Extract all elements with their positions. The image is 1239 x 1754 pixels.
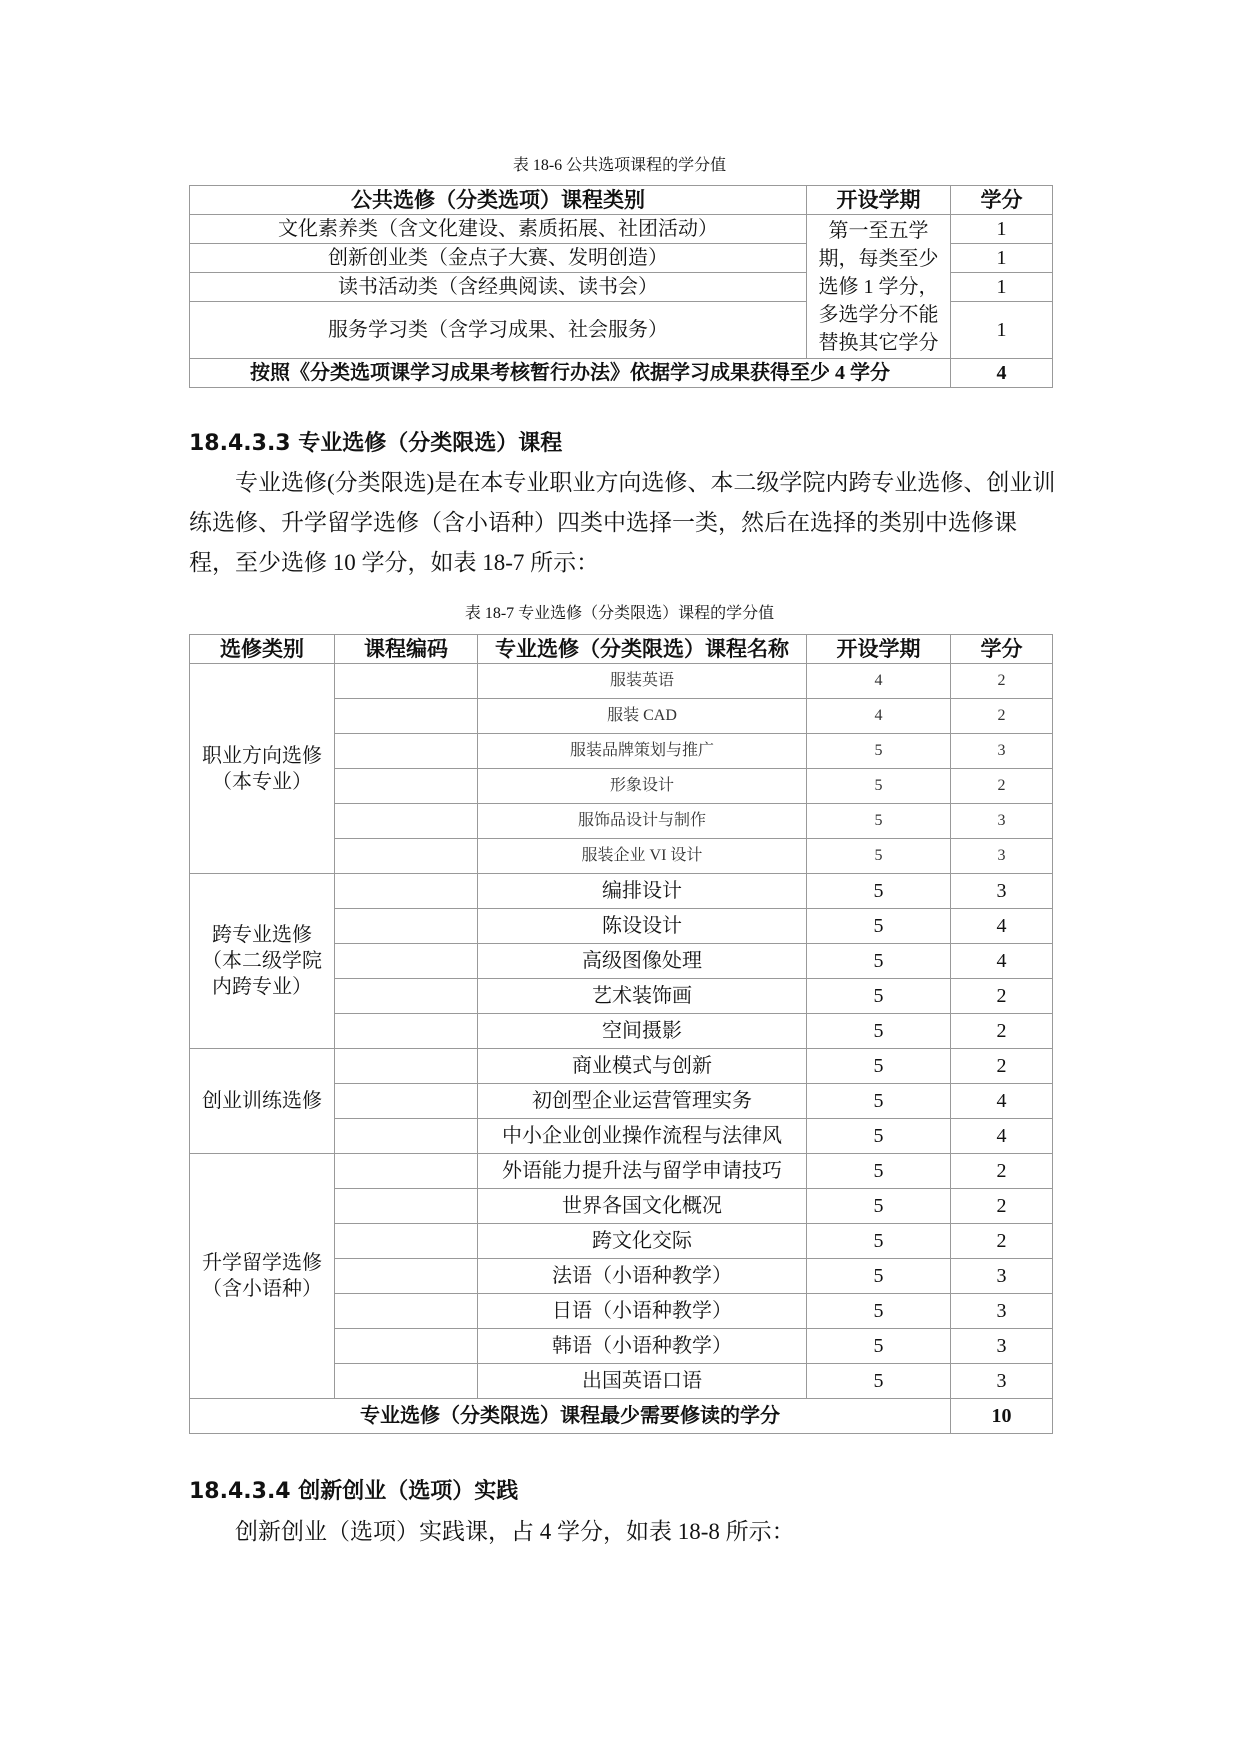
course-semester: 5 (807, 874, 951, 909)
table-row (190, 664, 1053, 699)
course-code (335, 1364, 478, 1399)
total-credit: 4 (951, 359, 1053, 388)
course-semester: 5 (807, 979, 951, 1014)
course-code (335, 734, 478, 769)
header-semester: 开设学期 (807, 186, 951, 215)
course-code (335, 1049, 478, 1084)
table-row (190, 1154, 1053, 1189)
course-credit: 2 (951, 664, 1053, 699)
course-semester: 5 (807, 769, 951, 804)
course-credit: 2 (951, 1154, 1053, 1189)
course-semester: 5 (807, 944, 951, 979)
section-paragraph: 专业选修(分类限选)是在本专业职业方向选修、本二级学院内跨专业选修、创业训练选修、升学留学选修（含小语种）四类中选择一类，然后在选择的类别中选修课程，至少选修 10 学分，如表 18-7 所示： (189, 470, 1056, 575)
table-18-7-caption: 表 18-7 专业选修（分类限选）课程的学分值 (464, 605, 775, 622)
course-name: 服装品牌策划与推广 (478, 734, 807, 769)
course-code (335, 874, 478, 909)
course-credit: 4 (951, 909, 1053, 944)
course-name: 编排设计 (478, 874, 807, 909)
course-credit: 3 (951, 1364, 1053, 1399)
course-name: 空间摄影 (478, 1014, 807, 1049)
table-18-6 (189, 185, 1053, 388)
course-name: 商业模式与创新 (478, 1049, 807, 1084)
course-name: 法语（小语种教学） (478, 1259, 807, 1294)
course-code (335, 1329, 478, 1364)
course-semester: 5 (807, 1154, 951, 1189)
course-name: 中小企业创业操作流程与法律风 (478, 1119, 807, 1154)
course-code (335, 769, 478, 804)
table-row (190, 215, 1053, 244)
course-code (335, 1014, 478, 1049)
group-name: 职业方向选修（本专业） (190, 664, 335, 874)
course-name: 初创型企业运营管理实务 (478, 1084, 807, 1119)
course-name: 形象设计 (478, 769, 807, 804)
course-code (335, 804, 478, 839)
group-name: 跨专业选修（本二级学院内跨专业） (190, 874, 335, 1049)
group-name: 升学留学选修（含小语种） (190, 1154, 335, 1399)
course-code (335, 1084, 478, 1119)
table-18-7 (189, 634, 1053, 1434)
course-code (335, 664, 478, 699)
course-semester: 5 (807, 734, 951, 769)
course-semester: 5 (807, 1259, 951, 1294)
total-label: 专业选修（分类限选）课程最少需要修读的学分 (190, 1399, 951, 1434)
total-row (190, 1399, 1053, 1434)
category-cell: 创新创业类（金点子大赛、发明创造） (190, 244, 807, 273)
course-semester: 5 (807, 804, 951, 839)
semester-note: 第一至五学期，每类至少选修 1 学分，多选学分不能替换其它学分 (807, 215, 951, 359)
section-heading: 18.4.3.3 专业选修（分类限选）课程 (189, 431, 563, 456)
credit-cell: 1 (951, 302, 1053, 359)
course-credit: 2 (951, 1049, 1053, 1084)
section-heading: 18.4.3.4 创新创业（选项）实践 (189, 1479, 519, 1504)
course-code (335, 909, 478, 944)
course-semester: 5 (807, 1084, 951, 1119)
course-name: 外语能力提升法与留学申请技巧 (478, 1154, 807, 1189)
course-name: 服装企业 VI 设计 (478, 839, 807, 874)
course-credit: 2 (951, 1189, 1053, 1224)
course-name: 出国英语口语 (478, 1364, 807, 1399)
total-label: 按照《分类选项课学习成果考核暂行办法》依据学习成果获得至少 4 学分 (190, 359, 951, 388)
total-row (190, 359, 1053, 388)
course-credit: 2 (951, 699, 1053, 734)
header-cell: 开设学期 (807, 635, 951, 664)
course-code (335, 1119, 478, 1154)
course-credit: 3 (951, 874, 1053, 909)
course-credit: 3 (951, 804, 1053, 839)
course-credit: 2 (951, 769, 1053, 804)
course-semester: 5 (807, 839, 951, 874)
course-code (335, 979, 478, 1014)
course-credit: 3 (951, 1259, 1053, 1294)
total-credit: 10 (951, 1399, 1053, 1434)
course-name: 艺术装饰画 (478, 979, 807, 1014)
course-credit: 4 (951, 944, 1053, 979)
course-code (335, 1154, 478, 1189)
course-name: 日语（小语种教学） (478, 1294, 807, 1329)
course-semester: 5 (807, 1049, 951, 1084)
header-cell: 学分 (951, 635, 1053, 664)
course-code (335, 839, 478, 874)
course-semester: 4 (807, 664, 951, 699)
header-cell: 专业选修（分类限选）课程名称 (478, 635, 807, 664)
credit-cell: 1 (951, 273, 1053, 302)
course-semester: 5 (807, 1329, 951, 1364)
table-row (190, 1049, 1053, 1084)
course-name: 韩语（小语种教学） (478, 1329, 807, 1364)
course-credit: 3 (951, 1329, 1053, 1364)
course-code (335, 1224, 478, 1259)
course-code (335, 1294, 478, 1329)
header-category: 公共选修（分类选项）课程类别 (190, 186, 807, 215)
course-semester: 4 (807, 699, 951, 734)
course-code (335, 1259, 478, 1294)
course-name: 服饰品设计与制作 (478, 804, 807, 839)
course-name: 跨文化交际 (478, 1224, 807, 1259)
header-credit: 学分 (951, 186, 1053, 215)
course-credit: 3 (951, 839, 1053, 874)
credit-cell: 1 (951, 215, 1053, 244)
section-paragraph: 创新创业（选项）实践课，占 4 学分，如表 18-8 所示： (235, 1519, 795, 1544)
course-code (335, 699, 478, 734)
category-cell: 读书活动类（含经典阅读、读书会） (190, 273, 807, 302)
header-row (190, 186, 1053, 215)
course-name: 高级图像处理 (478, 944, 807, 979)
header-row (190, 635, 1053, 664)
header-cell: 选修类别 (190, 635, 335, 664)
course-semester: 5 (807, 1224, 951, 1259)
table-18-6-caption: 表 18-6 公共选项课程的学分值 (512, 157, 727, 174)
course-name: 服装英语 (478, 664, 807, 699)
course-code (335, 944, 478, 979)
group-name: 创业训练选修 (190, 1049, 335, 1154)
course-code (335, 1189, 478, 1224)
course-credit: 3 (951, 734, 1053, 769)
course-semester: 5 (807, 1014, 951, 1049)
course-semester: 5 (807, 1294, 951, 1329)
course-credit: 2 (951, 1224, 1053, 1259)
course-name: 服装 CAD (478, 699, 807, 734)
table-row (190, 874, 1053, 909)
header-cell: 课程编码 (335, 635, 478, 664)
course-semester: 5 (807, 1119, 951, 1154)
course-credit: 2 (951, 979, 1053, 1014)
course-name: 陈设设计 (478, 909, 807, 944)
credit-cell: 1 (951, 244, 1053, 273)
course-semester: 5 (807, 1189, 951, 1224)
course-credit: 3 (951, 1294, 1053, 1329)
course-semester: 5 (807, 1364, 951, 1399)
course-credit: 2 (951, 1014, 1053, 1049)
course-credit: 4 (951, 1084, 1053, 1119)
course-credit: 4 (951, 1119, 1053, 1154)
category-cell: 服务学习类（含学习成果、社会服务） (190, 302, 807, 359)
category-cell: 文化素养类（含文化建设、素质拓展、社团活动） (190, 215, 807, 244)
course-name: 世界各国文化概况 (478, 1189, 807, 1224)
course-semester: 5 (807, 909, 951, 944)
